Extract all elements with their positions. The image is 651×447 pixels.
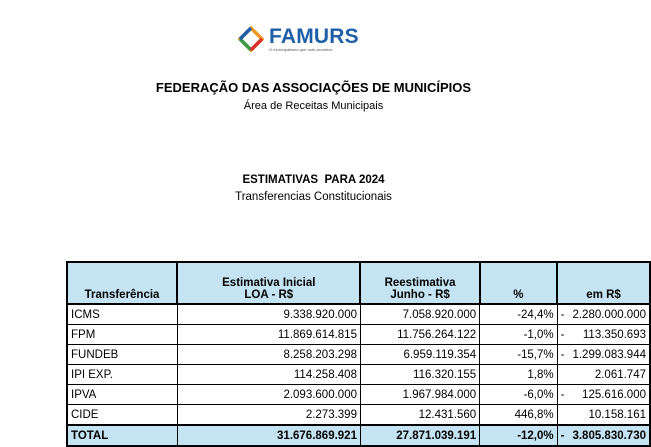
header-transferencia: Transferência: [67, 262, 177, 304]
cell-diff: [557, 365, 650, 385]
famurs-logo-icon: [238, 26, 264, 52]
cell-diff-sign: -: [560, 388, 565, 401]
cell-diff-value: 2.061.747: [594, 368, 646, 381]
estimates-table: [66, 261, 651, 447]
cell-percent: -6,0%: [480, 385, 557, 405]
cell-diff-sign: -: [560, 429, 565, 442]
cell-loa: 114.258.408: [177, 365, 360, 385]
cell-name: IPI EXP.: [67, 365, 177, 385]
table-total-row: [67, 425, 650, 446]
cell-diff-value: 2.280.000.000: [572, 308, 646, 321]
table-row: [67, 345, 650, 365]
header-loa: [177, 262, 360, 304]
logo-name: FAMURS: [269, 25, 359, 48]
cell-diff: [557, 345, 650, 365]
header-loa-line2: LOA - R$: [244, 289, 294, 301]
cell-name: ICMS: [67, 304, 177, 325]
cell-diff-sign: -: [560, 328, 565, 341]
cell-percent: 446,8%: [480, 405, 557, 426]
cell-loa: 2.093.600.000: [177, 385, 360, 405]
header-diff: em R$: [557, 262, 650, 304]
cell-name: FPM: [67, 325, 177, 345]
cell-loa: 8.258.203.298: [177, 345, 360, 365]
cell-percent: -12,0%: [480, 425, 557, 446]
cell-loa: 9.338.920.000: [177, 304, 360, 325]
cell-diff: [557, 425, 650, 446]
cell-diff-value: 3.805.830.730: [572, 429, 646, 442]
cell-loa: 31.676.869.921: [177, 425, 360, 446]
cell-name: FUNDEB: [67, 345, 177, 365]
cell-junho: 27.871.039.191: [360, 425, 479, 446]
cell-name: IPVA: [67, 385, 177, 405]
cell-loa: 2.273.399: [177, 405, 360, 426]
cell-percent: -1,0%: [480, 325, 557, 345]
cell-diff: [557, 405, 650, 426]
table-row: [67, 365, 650, 385]
cell-junho: 7.058.920.000: [360, 304, 479, 325]
cell-percent: -15,7%: [480, 345, 557, 365]
cell-junho: 12.431.560: [360, 405, 479, 426]
header-junho-line1: Reestimativa: [384, 277, 456, 289]
area-subtitle: Área de Receitas Municipais: [243, 100, 384, 112]
cell-diff: [557, 325, 650, 345]
table-row: [67, 405, 650, 426]
report-subtitle: Transferencias Constitucionais: [235, 191, 392, 203]
cell-junho: 1.967.984.000: [360, 385, 479, 405]
cell-junho: 6.959.119.354: [360, 345, 479, 365]
cell-percent: -24,4%: [480, 304, 557, 325]
cell-diff-sign: -: [560, 308, 565, 321]
header-junho: [360, 262, 479, 304]
organization-title: FEDERAÇÃO DAS ASSOCIAÇÕES DE MUNICÍPIOS: [155, 80, 472, 95]
report-title: ESTIMATIVAS PARA 2024: [242, 174, 385, 186]
cell-diff-sign: -: [560, 348, 565, 361]
cell-name: CIDE: [67, 405, 177, 426]
cell-diff-value: 113.350.693: [582, 328, 646, 341]
famurs-logo: [238, 26, 359, 52]
header-percent: %: [480, 262, 557, 304]
table-header-row: [67, 262, 650, 304]
logo-tagline: O municipalismo que tudo acontece: [269, 47, 333, 52]
cell-loa: 11.869.614.815: [177, 325, 360, 345]
cell-diff-value: 125.616.000: [582, 388, 646, 401]
cell-diff-value: 1.299.083.944: [572, 348, 646, 361]
cell-percent: 1,8%: [480, 365, 557, 385]
cell-junho: 11.756.264.122: [360, 325, 479, 345]
table-body: [67, 304, 650, 446]
header-loa-line1: Estimativa Inicial: [222, 277, 316, 289]
cell-diff: [557, 304, 650, 325]
cell-diff: [557, 385, 650, 405]
table-row: [67, 325, 650, 345]
cell-diff-value: 10.158.161: [588, 408, 646, 421]
table-row: [67, 385, 650, 405]
cell-name: TOTAL: [67, 425, 177, 446]
table-row: [67, 304, 650, 325]
cell-junho: 116.320.155: [360, 365, 479, 385]
header-junho-line2: Junho - R$: [390, 289, 450, 301]
